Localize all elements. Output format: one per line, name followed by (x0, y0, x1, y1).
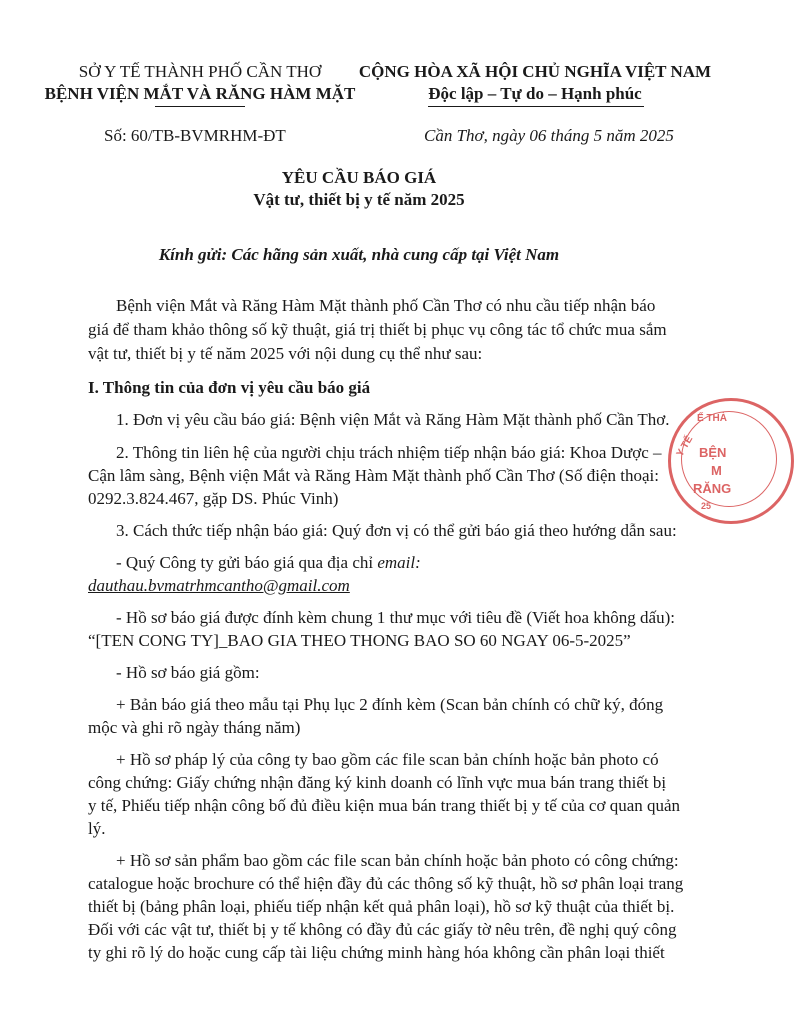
bullet-2-line-3: y tế, Phiếu tiếp nhận công bố đủ điều kiện mua bán trang thiết bị y tế của cơ quan quản (88, 796, 681, 815)
hospital-name: BỆNH VIỆN MẮT VÀ RĂNG HÀM MẶT (44, 84, 356, 103)
official-stamp (668, 398, 794, 524)
document-date: Cần Thơ, ngày 06 tháng 5 năm 2025 (424, 126, 674, 145)
section-heading: I. Thông tin của đơn vị yêu cầu báo giá (88, 378, 371, 397)
includes-line: - Hồ sơ báo giá gồm: (116, 663, 260, 682)
item-2-line-1: 2. Thông tin liên hệ của người chịu trách nhiệm tiếp nhận báo giá: Khoa Dược – (116, 443, 662, 462)
stamp-text-side: Y TẾ (674, 434, 696, 459)
item-2-line-2: Cận lâm sàng, Bệnh viện Mắt và Răng Hàm Mặt thành phố Cần Thơ (Số điện thoại: (88, 466, 660, 485)
email-prefix: - Quý Công ty gửi báo giá qua địa chỉ (116, 553, 378, 572)
bullet-1-line-1: + Bản báo giá theo mẫu tại Phụ lục 2 đính kèm (Scan bản chính có chữ ký, đóng (116, 695, 664, 714)
folder-line-2: “[TEN CONG TY]_BAO GIA THEO THONG BAO SO 60 NGAY 06-5-2025” (88, 631, 631, 650)
bullet-3-line-4: Đối với các vật tư, thiết bị y tế không có đầy đủ các giấy tờ nêu trên, đề nghị quý công (88, 920, 677, 939)
stamp-text-low: RĂNG (693, 481, 732, 496)
email-line (116, 553, 421, 573)
document-subtitle: Vật tư, thiết bị y tế năm 2025 (253, 190, 465, 209)
motto-underline (428, 106, 644, 107)
folder-line-1: - Hồ sơ báo giá được đính kèm chung 1 thư mục với tiêu đề (Viết hoa không dấu): (116, 608, 675, 627)
document-title: YÊU CẦU BÁO GIÁ (281, 168, 437, 187)
hospital-underline (155, 106, 245, 107)
item-1: 1. Đơn vị yêu cầu báo giá: Bệnh viện Mắt và Răng Hàm Mặt thành phố Cần Thơ. (116, 410, 670, 429)
email-label: email: (377, 553, 421, 572)
country-name: CỘNG HÒA XÃ HỘI CHỦ NGHĨA VIỆT NAM (358, 62, 712, 81)
bullet-2-line-4: lý. (88, 819, 106, 838)
stamp-text-num: 25 (701, 501, 712, 511)
motto: Độc lập – Tự do – Hạnh phúc (428, 84, 642, 103)
stamp-text-mid2: M (711, 463, 722, 478)
bullet-1-line-2: mộc và ghi rõ ngày tháng năm) (88, 718, 301, 737)
document-number: Số: 60/TB-BVMRHM-ĐT (104, 126, 286, 145)
intro-line-1: Bệnh viện Mắt và Răng Hàm Mặt thành phố Cần Thơ có nhu cầu tiếp nhận báo (116, 296, 656, 315)
email-link[interactable]: dauthau.bvmatrhmcantho@gmail.com (88, 576, 350, 595)
bullet-2-line-2: công chứng: Giấy chứng nhận đăng ký kinh doanh có lĩnh vực mua bán trang thiết bị (88, 773, 667, 792)
item-2-line-3: 0292.3.824.467, gặp DS. Phúc Vinh) (88, 489, 339, 508)
bullet-3-line-5: ty ghi rõ lý do hoặc cung cấp tài liệu chứng minh hàng hóa không cần phân loại thiết (88, 943, 665, 962)
stamp-text-top: Ế THÀ (697, 413, 727, 424)
item-3: 3. Cách thức tiếp nhận báo giá: Quý đơn vị có thể gửi báo giá theo hướng dẫn sau: (116, 521, 677, 540)
agency-name: SỞ Y TẾ THÀNH PHỐ CẦN THƠ (78, 62, 322, 81)
stamp-text-mid: BỆN (699, 445, 727, 460)
recipient-line: Kính gửi: Các hãng sản xuất, nhà cung cấp tại Việt Nam (158, 245, 560, 264)
bullet-2-line-1: + Hồ sơ pháp lý của công ty bao gồm các file scan bản chính hoặc bản photo có (116, 750, 659, 769)
bullet-3-line-2: catalogue hoặc brochure có thể hiện đầy đủ các thông số kỹ thuật, hồ sơ phân loại trang (88, 874, 684, 893)
bullet-3-line-3: thiết bị (bảng phân loại, phiếu tiếp nhận kết quả phân loại), hồ sơ kỹ thuật của thiết bị. (88, 897, 675, 916)
intro-line-2: giá để tham khảo thông số kỹ thuật, giá trị thiết bị phục vụ công tác tổ chức mua sắm (88, 320, 667, 339)
intro-line-3: vật tư, thiết bị y tế năm 2025 với nội dung cụ thể như sau: (88, 344, 483, 363)
bullet-3-line-1: + Hồ sơ sản phẩm bao gồm các file scan bản chính hoặc bản photo có công chứng: (116, 851, 679, 870)
